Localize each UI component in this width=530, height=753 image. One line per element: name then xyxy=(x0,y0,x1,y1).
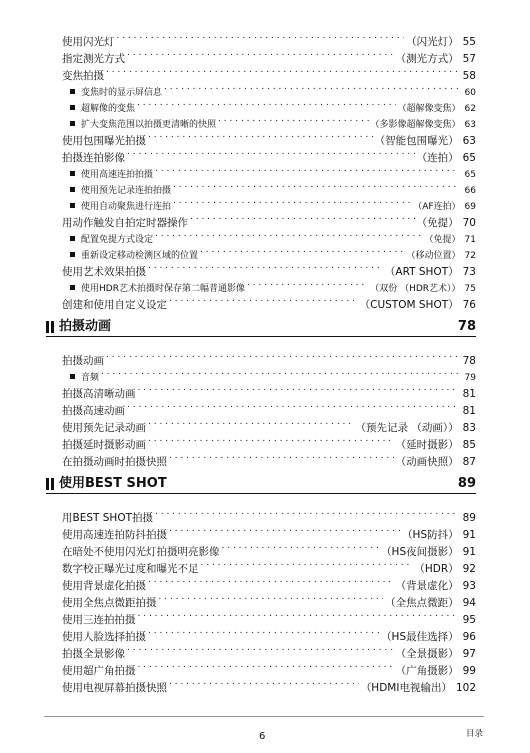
toc-subentry[interactable] xyxy=(62,364,476,383)
footer-page-number: 6 xyxy=(259,731,266,742)
toc-entry[interactable] xyxy=(62,504,476,524)
toc-entry-page: 89 xyxy=(462,512,476,524)
toc-entry-title: 数字校正曝光过度和曝光不足 xyxy=(62,563,199,575)
toc-entry-reference: （HS最佳选择） xyxy=(381,631,459,643)
dot-leader xyxy=(222,538,380,555)
toc-entry-title: 音频 xyxy=(81,373,100,383)
toc-entry-reference: （全景摄影） xyxy=(395,648,459,660)
toc-entry-page: 99 xyxy=(462,665,476,677)
dot-leader xyxy=(148,258,383,275)
toc-entry[interactable] xyxy=(62,62,476,82)
toc-entry-title: 重新设定移动检测区域的位置 xyxy=(81,251,199,261)
toc-entry-reference: （背景虚化） xyxy=(395,580,459,592)
toc-entry-page: 71 xyxy=(464,235,476,245)
toc-entry-title: 创建和使用自定义设定 xyxy=(62,299,167,311)
dot-leader xyxy=(164,79,459,95)
toc-entry-page: 75 xyxy=(464,284,476,294)
toc-entry-title: 配置免提方式设定 xyxy=(81,235,154,245)
square-bullet-icon xyxy=(70,171,75,176)
toc-entry-reference: （HS防抖） xyxy=(402,529,459,541)
toc-entry-title: 在暗处不使用闪光灯拍摄明亮影像 xyxy=(62,546,220,558)
dot-leader xyxy=(148,623,379,640)
toc-entry-title: 使用包围曝光拍摄 xyxy=(62,135,146,147)
section-header-movie xyxy=(46,314,476,337)
dot-leader xyxy=(127,144,415,161)
dot-leader xyxy=(155,226,423,242)
dot-leader xyxy=(148,431,394,448)
toc-entry[interactable] xyxy=(62,28,476,48)
toc-entry-page: 102 xyxy=(455,682,476,694)
toc-entry-page: 70 xyxy=(462,217,476,229)
toc-entry-page: 97 xyxy=(462,648,476,660)
toc-entry-title: 使用背景虚化拍摄 xyxy=(62,580,146,592)
toc-entry-reference: （预先记录 （动画）） xyxy=(355,422,459,434)
section-page: 78 xyxy=(457,319,476,334)
toc-entry[interactable] xyxy=(62,347,476,367)
toc-entry-page: 93 xyxy=(462,580,476,592)
toc-entry-page: 76 xyxy=(462,299,476,311)
toc-entry-page: 62 xyxy=(464,104,476,114)
dot-leader xyxy=(155,161,459,177)
toc-entry-page: 65 xyxy=(462,152,476,164)
toc-entry-title: 拍摄高速动画 xyxy=(62,405,125,417)
dot-leader xyxy=(169,448,394,465)
square-bullet-icon xyxy=(70,236,75,241)
dot-leader xyxy=(148,414,354,431)
toc-entry-reference: （免提） xyxy=(416,217,459,229)
toc-entry-page: 78 xyxy=(462,355,476,367)
dot-leader xyxy=(200,242,405,258)
toc-entry-page: 66 xyxy=(464,186,476,196)
toc-entry-page: 55 xyxy=(462,36,476,48)
toc-entry-reference: （闪光灯） xyxy=(406,36,459,48)
dot-leader xyxy=(155,504,457,521)
dot-leader xyxy=(169,521,400,538)
dot-leader xyxy=(127,45,394,62)
toc-entry-title: 使用人脸选择拍摄 xyxy=(62,631,146,643)
table-of-contents xyxy=(59,28,476,694)
toc-entry-reference: （超解像变焦） xyxy=(397,104,461,114)
square-bullet-icon xyxy=(70,89,75,94)
footer-divider xyxy=(44,716,484,717)
dot-leader xyxy=(127,640,394,657)
toc-entry-page: 91 xyxy=(462,546,476,558)
toc-entry-title: 用动作触发自拍定时器操作 xyxy=(62,217,188,229)
toc-entry-title: 使用自动聚焦进行连拍 xyxy=(81,202,172,212)
toc-entry-reference: （测光方式） xyxy=(395,53,459,65)
dot-leader xyxy=(138,657,394,674)
toc-entry-title: 拍摄延时摄影动画 xyxy=(62,439,146,451)
square-bullet-icon xyxy=(70,187,75,192)
toc-entry-title: 在拍摄动画时拍摄快照 xyxy=(62,456,167,468)
square-bullet-icon xyxy=(70,374,75,379)
section-header-best-shot xyxy=(46,471,476,494)
section-marker-icon xyxy=(46,478,54,490)
toc-entry-title: 使用三连拍拍摄 xyxy=(62,614,136,626)
toc-entry-reference: （ART SHOT） xyxy=(384,266,459,278)
toc-entry-title: 拍摄连拍影像 xyxy=(62,152,125,164)
dot-leader xyxy=(247,275,368,291)
square-bullet-icon xyxy=(70,203,75,208)
toc-entry-title: 扩大变焦范围以拍摄更清晰的快照 xyxy=(81,120,217,130)
toc-entry-page: 91 xyxy=(462,529,476,541)
toc-entry[interactable] xyxy=(62,380,476,400)
toc-entry-page: 95 xyxy=(462,614,476,626)
toc-entry-title: 使用全焦点微距拍摄 xyxy=(62,597,157,609)
toc-entry-title: 使用电视屏幕拍摄快照 xyxy=(62,682,167,694)
toc-entry-page: 81 xyxy=(462,388,476,400)
toc-entry-page: 72 xyxy=(464,251,476,261)
toc-entry-title: 拍摄高清晰动画 xyxy=(62,388,136,400)
toc-entry-reference: （AF连拍） xyxy=(413,202,461,212)
toc-group-1 xyxy=(62,28,476,311)
toc-entry-page: 58 xyxy=(462,70,476,82)
toc-entry-reference: （广角摄影） xyxy=(395,665,459,677)
toc-entry-title: 用BEST SHOT拍摄 xyxy=(62,512,153,524)
toc-entry-page: 85 xyxy=(462,439,476,451)
toc-entry-title: 使用HDR艺术拍摄时保存第二幅普通影像 xyxy=(81,284,245,294)
dot-leader xyxy=(106,62,457,79)
dot-leader xyxy=(190,209,415,226)
dot-leader xyxy=(137,95,396,111)
toc-entry-page: 57 xyxy=(462,53,476,65)
toc-entry-reference: （延时摄影） xyxy=(395,439,459,451)
toc-entry-title: 变焦拍摄 xyxy=(62,70,104,82)
toc-entry-title: 使用艺术效果拍摄 xyxy=(62,266,146,278)
toc-entry-page: 63 xyxy=(462,135,476,147)
toc-entry-page: 63 xyxy=(464,120,476,130)
square-bullet-icon xyxy=(70,252,75,257)
toc-entry-reference: （HS夜间摄影） xyxy=(381,546,459,558)
dot-leader xyxy=(138,606,457,623)
toc-entry-page: 69 xyxy=(464,202,476,212)
square-bullet-icon xyxy=(70,285,75,290)
toc-entry-title: 使用预先记录连拍拍摄 xyxy=(81,186,172,196)
section-title: 使用BEST SHOT xyxy=(59,476,167,491)
toc-entry-title: 使用超广角拍摄 xyxy=(62,665,136,677)
dot-leader xyxy=(117,28,405,45)
toc-entry-reference: （HDMI电视输出） xyxy=(360,682,452,694)
section-title: 拍摄动画 xyxy=(59,319,112,334)
toc-entry-reference: （免提） xyxy=(424,235,461,245)
toc-subentry[interactable] xyxy=(62,79,476,98)
dot-leader xyxy=(106,347,457,364)
toc-entry-reference: （移动位置） xyxy=(406,251,461,261)
section-page: 89 xyxy=(457,476,476,491)
toc-entry-page: 83 xyxy=(462,422,476,434)
toc-group-2 xyxy=(62,347,476,468)
toc-entry-reference: （HDR） xyxy=(414,563,459,575)
toc-entry-page: 81 xyxy=(462,405,476,417)
toc-group-3 xyxy=(62,504,476,694)
toc-entry-page: 79 xyxy=(464,373,476,383)
dot-leader xyxy=(148,127,373,144)
toc-entry-title: 超解像的变焦 xyxy=(81,104,136,114)
toc-entry-reference: （CUSTOM SHOT） xyxy=(359,299,459,311)
toc-entry-reference: （动画快照） xyxy=(395,456,459,468)
dot-leader xyxy=(201,555,413,572)
toc-entry-title: 指定测光方式 xyxy=(62,53,125,65)
toc-entry-page: 94 xyxy=(462,597,476,609)
toc-entry-reference: （多影像超解像变焦） xyxy=(370,120,461,130)
dot-leader xyxy=(101,364,459,380)
dot-leader xyxy=(148,572,394,589)
toc-entry-reference: （智能包围曝光） xyxy=(374,135,459,147)
toc-entry-title: 拍摄全景影像 xyxy=(62,648,125,660)
toc-entry-title: 使用高速连拍拍摄 xyxy=(81,170,154,180)
toc-entry-reference: （全焦点微距） xyxy=(385,597,459,609)
toc-entry-reference: （连拍） xyxy=(416,152,459,164)
toc-entry-reference: （双份 （HDR艺术）） xyxy=(370,284,461,294)
section-marker-icon xyxy=(46,321,54,333)
dot-leader xyxy=(218,111,369,127)
square-bullet-icon xyxy=(70,105,75,110)
dot-leader xyxy=(127,397,457,414)
toc-entry-page: 73 xyxy=(462,266,476,278)
dot-leader xyxy=(173,193,411,209)
toc-entry-title: 变焦时的显示屏信息 xyxy=(81,88,163,98)
dot-leader xyxy=(169,674,359,691)
toc-entry-page: 60 xyxy=(464,88,476,98)
toc-entry-title: 使用高速连拍防抖拍摄 xyxy=(62,529,167,541)
toc-entry-page: 96 xyxy=(462,631,476,643)
dot-leader xyxy=(138,380,457,397)
toc-entry-title: 使用闪光灯 xyxy=(62,36,115,48)
toc-entry-page: 65 xyxy=(464,170,476,180)
dot-leader xyxy=(173,177,459,193)
square-bullet-icon xyxy=(70,121,75,126)
toc-entry-page: 92 xyxy=(462,563,476,575)
dot-leader xyxy=(159,589,384,606)
dot-leader xyxy=(169,291,358,308)
footer-label: 目录 xyxy=(466,729,484,739)
toc-entry-title: 使用预先记录动画 xyxy=(62,422,146,434)
toc-entry-title: 拍摄动画 xyxy=(62,355,104,367)
toc-entry-page: 87 xyxy=(462,456,476,468)
